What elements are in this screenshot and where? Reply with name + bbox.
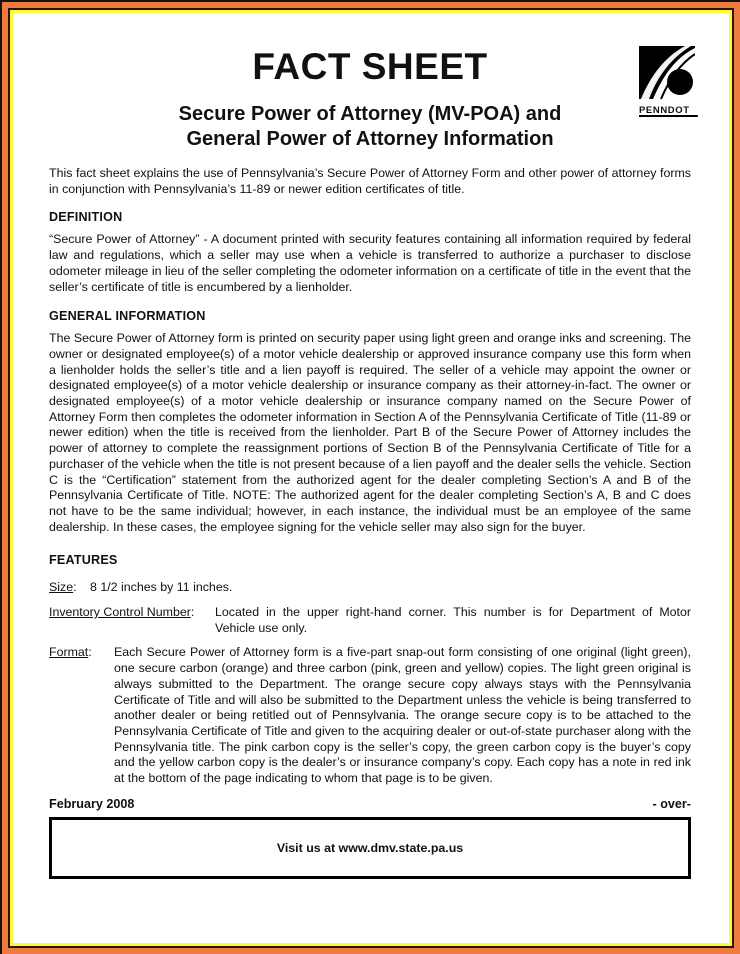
footer-over-label: - over- [652,796,691,811]
general-information-paragraph: The Secure Power of Attorney form is printed on security paper using light green and orange inks and screening. The owner or designated employee(s) of a motor vehicle dealership or approved insurance company use this form when a lienholder holds the seller’s title and a lien payoff is required. The seller of a vehicle may appoint the owner or designated employee(s) of a motor vehicle dealership or insurance company as their attorney-in-fact. The owner or designated employee(s) of a motor vehicle dealership or insurance company named on the Secure Power of Attorney Form then completes the odometer information in Section A of the Pennsylvania Certificate of Title (11-89 or newer edition) when the title is received from the lienholder. Part B of the Secure Power of Attorney includes the power of attorney to complete the reassignment portions of Section B of the Pennsylvania Certificate of Title for a purchaser of the vehicle when the title is not present because of a lien payoff and the dealer sells the vehicle. Section C is the “Certification” statement from the authorized agent for the dealer completing Section’s A and B of the Pennsylvania Certificate of Title. NOTE: The authorized agent for the dealer completing Section’s A, B and C does not have to be the same individual; however, in each instance, the individual must be an employee of the same dealership. In these cases, the employee signing for the vehicle seller may also sign for the buyer. [49,331,691,534]
subtitle-line-1: Secure Power of Attorney (MV-POA) and [178,103,562,125]
penndot-logo-label: PENNDOT [639,105,698,117]
feature-size [49,580,691,596]
page-frame-rule [8,8,734,948]
heading-features: FEATURES [49,553,118,568]
feature-icn-text: Located in the upper right-hand corner. This number is for Department of Motor Vehicle use only. [215,605,691,635]
feature-format [49,645,691,786]
visit-url-text: Visit us at www.dmv.state.pa.us [276,840,464,855]
feature-inventory-control-number [49,605,691,636]
penndot-logo-icon [639,46,695,100]
fact-sheet-page [13,13,729,943]
definition-paragraph: “Secure Power of Attorney” - A document printed with security features containing all information required by federal law and regulations, which a seller may use when a vehicle is transferred to authorize a purchaser to disclose odometer mileage in lieu of the seller completing the odometer information on a certificate of title in the event that the seller’s certificate of title is encumbered by a lienholder. [49,232,691,294]
penndot-logo [639,46,695,117]
page-frame-yellow [10,10,732,946]
feature-format-label: Format: [49,645,92,660]
page-title: FACT SHEET [252,46,488,87]
feature-size-label: Size: [49,580,77,595]
page-subtitle [49,102,691,152]
visit-box [49,817,691,879]
heading-definition: DEFINITION [49,210,123,225]
subtitle-line-2: General Power of Attorney Information [186,128,554,150]
page-frame-orange [2,2,740,954]
footer-row [49,796,691,812]
heading-general-information: GENERAL INFORMATION [49,309,206,324]
feature-format-text: Each Secure Power of Attorney form is a five-part snap-out form consisting of one original (light green), one secure carbon (orange) and three carbon (pink, green and yellow) copies. The light green original is always submitted to the Department. The orange secure copy always stays with the Pennsylvania Certificate of Title and will also be submitted to the Department unless the vehicle is being transferred to another dealer or being retitled out of Pennsylvania. The orange secure copy is to be attached to the Pennsylvania Certificate of Title and given to the acquiring dealer or out-of-state purchaser along with the Pennsylvania title. The pink carbon copy is the seller’s copy, the green carbon copy is the buyer’s copy and the yellow carbon copy is the dealer’s or insurance company’s copy. Each copy has a note in red ink at the bottom of the page indicating to whom that page is to be given. [114,645,691,786]
footer-date: February 2008 [49,796,135,811]
feature-icn-label: Inventory Control Number: [49,605,195,620]
feature-size-text: 8 1/2 inches by 11 inches. [90,580,233,595]
intro-paragraph: This fact sheet explains the use of Pennsylvania’s Secure Power of Attorney Form and other power of attorney forms in conjunction with Pennsylvania’s 11-89 or newer edition certificates of title. [49,166,691,196]
